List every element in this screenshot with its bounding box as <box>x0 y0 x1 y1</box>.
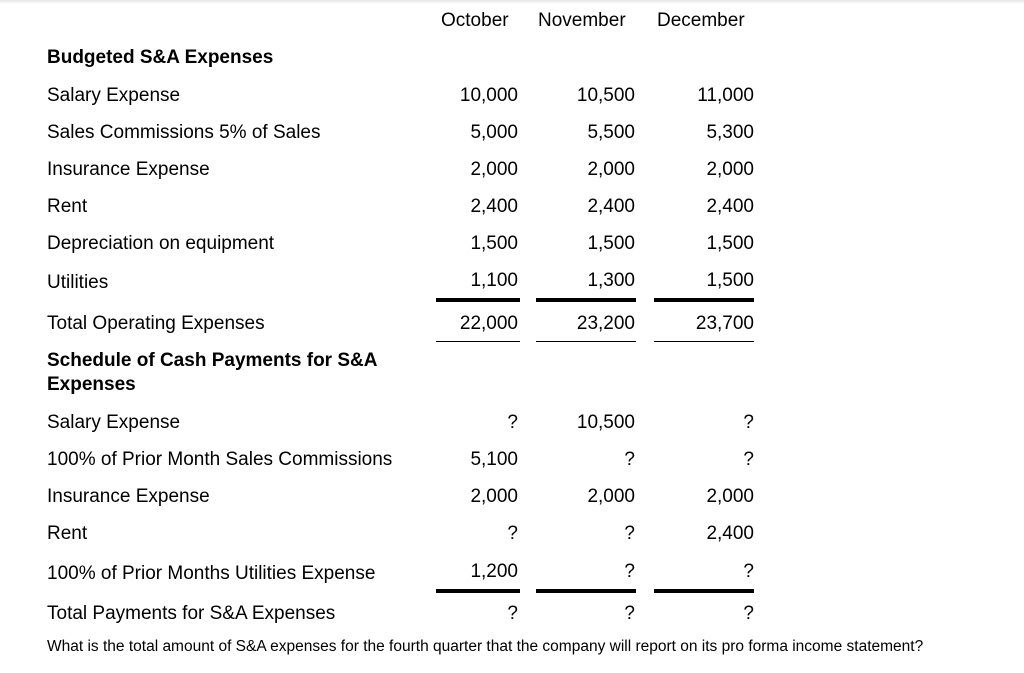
row-label: Salary Expense <box>47 412 181 433</box>
value-october: 5,000 <box>470 122 518 143</box>
value-october: 2,000 <box>470 159 518 180</box>
value-november: 5,500 <box>587 122 635 143</box>
row-label: Rent <box>47 196 88 217</box>
payments-title-line1: Schedule of Cash Payments for S&A <box>47 350 378 371</box>
row-label: Salary Expense <box>47 85 181 106</box>
value-november: ? <box>624 561 635 582</box>
value-october: 2,000 <box>470 486 518 507</box>
payments-title-line2: Expenses <box>47 374 136 395</box>
question-text: What is the total amount of S&A expenses for the fourth quarter that the company will report on its pro forma income statement? <box>47 638 924 655</box>
row-label: Sales Commissions 5% of Sales <box>47 122 321 143</box>
value-october: ? <box>507 523 518 544</box>
month-header-october: October <box>441 10 509 31</box>
value-november: 2,000 <box>587 486 635 507</box>
row-label: Insurance Expense <box>47 486 210 507</box>
value-november: 10,500 <box>576 412 635 433</box>
value-december: ? <box>743 449 754 470</box>
value-november: ? <box>624 523 635 544</box>
underline-december <box>654 341 754 342</box>
payments-rule-october <box>436 589 520 593</box>
total-november: 23,200 <box>576 313 635 334</box>
row-label: Rent <box>47 523 88 544</box>
row-label: Depreciation on equipment <box>47 233 275 254</box>
value-december: 1,500 <box>706 270 754 291</box>
value-november: 10,500 <box>576 85 635 106</box>
total-rule-october <box>436 298 520 302</box>
payments-section-title <box>47 350 377 396</box>
value-december: 5,300 <box>706 122 754 143</box>
value-december: 2,400 <box>706 196 754 217</box>
value-december: ? <box>743 561 754 582</box>
total-november: ? <box>624 603 635 624</box>
value-december: 2,000 <box>706 486 754 507</box>
row-label: Total Operating Expenses <box>47 313 265 334</box>
row-label: Insurance Expense <box>47 159 210 180</box>
value-december: ? <box>743 412 754 433</box>
value-october: 1,500 <box>470 233 518 254</box>
total-rule-november <box>536 298 636 302</box>
budget-section-title: Budgeted S&A Expenses <box>47 47 274 68</box>
value-october: 1,100 <box>470 270 518 291</box>
value-november: 2,000 <box>587 159 635 180</box>
total-rule-december <box>654 298 754 302</box>
value-december: 2,400 <box>706 523 754 544</box>
month-header-december: December <box>657 10 745 31</box>
row-label: Utilities <box>47 272 109 293</box>
row-label: 100% of Prior Month Sales Commissions <box>47 449 393 470</box>
value-november: 1,300 <box>587 270 635 291</box>
value-december: 2,000 <box>706 159 754 180</box>
value-november: 2,400 <box>587 196 635 217</box>
top-edge-shadow <box>0 0 1024 4</box>
underline-october <box>436 341 520 342</box>
payments-rule-december <box>654 589 754 593</box>
total-december: ? <box>743 603 754 624</box>
total-december: 23,700 <box>695 313 754 334</box>
value-october: ? <box>507 412 518 433</box>
value-november: 1,500 <box>587 233 635 254</box>
row-label: Total Payments for S&A Expenses <box>47 603 336 624</box>
value-october: 5,100 <box>470 449 518 470</box>
total-october: ? <box>507 603 518 624</box>
total-october: 22,000 <box>459 313 518 334</box>
row-label: 100% of Prior Months Utilities Expense <box>47 563 376 584</box>
value-november: ? <box>624 449 635 470</box>
value-october: 1,200 <box>470 561 518 582</box>
value-october: 2,400 <box>470 196 518 217</box>
month-header-november: November <box>538 10 626 31</box>
value-december: 11,000 <box>697 85 754 106</box>
value-october: 10,000 <box>459 85 518 106</box>
underline-november <box>536 341 636 342</box>
payments-rule-november <box>536 589 636 593</box>
value-december: 1,500 <box>706 233 754 254</box>
